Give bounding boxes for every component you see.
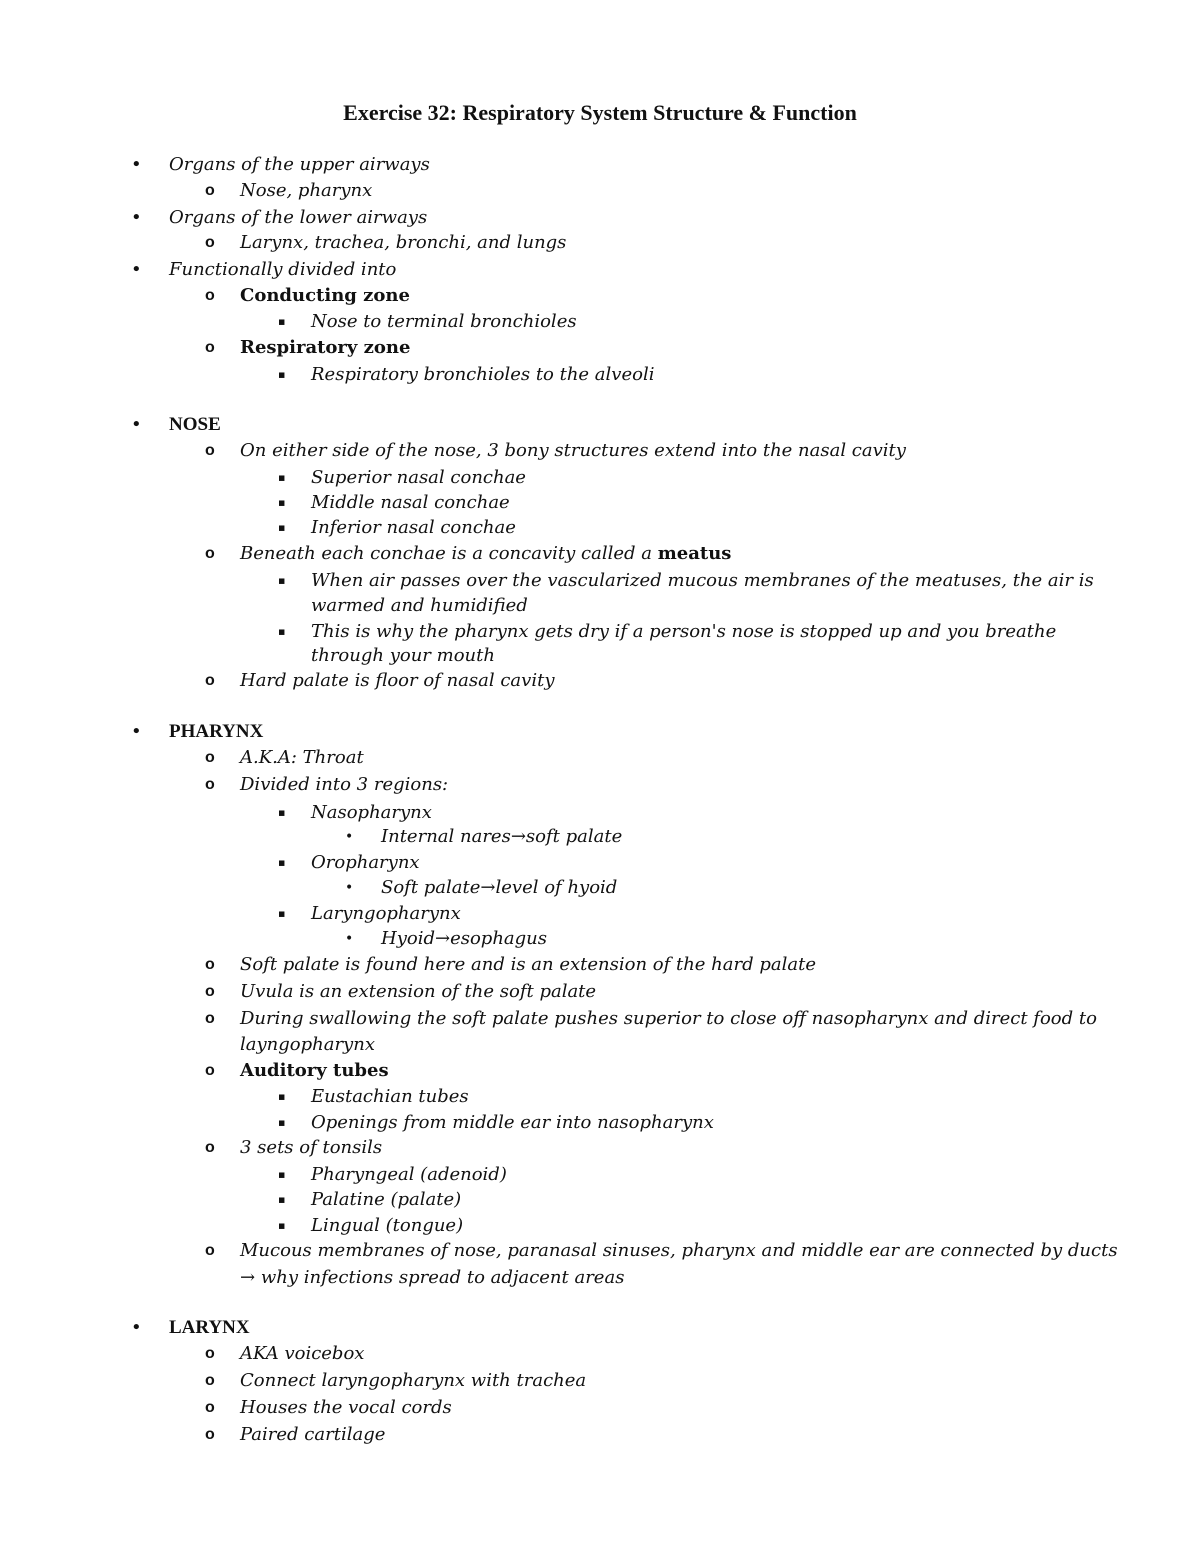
bullet-marker: o — [205, 442, 215, 459]
bullet-marker: o — [205, 1139, 215, 1156]
list-item: Pharyngeal (adenoid) — [311, 1164, 507, 1185]
list-item: Houses the vocal cords — [240, 1397, 452, 1418]
bullet-marker: o — [205, 1062, 215, 1079]
bullet-marker: ▪ — [278, 625, 286, 638]
bullet-marker: o — [205, 1242, 215, 1259]
bullet-marker: ▪ — [278, 1168, 286, 1181]
list-item: Hard palate is floor of nasal cavity — [240, 670, 555, 691]
list-item: AKA voicebox — [240, 1343, 365, 1364]
list-item-continuation: warmed and humidified — [311, 595, 528, 616]
list-item: Nasopharynx — [311, 802, 432, 823]
bullet-marker: • — [345, 829, 354, 845]
bullet-marker: o — [205, 545, 215, 562]
section-heading: PHARYNX — [169, 721, 264, 742]
bullet-marker: • — [131, 721, 142, 742]
bullet-marker: ▪ — [278, 368, 286, 381]
list-item: Auditory tubes — [240, 1060, 389, 1081]
list-item: Openings from middle ear into nasopharynx — [311, 1112, 714, 1133]
list-item: Laryngopharynx — [311, 903, 461, 924]
list-item: Lingual (tongue) — [311, 1215, 464, 1236]
bullet-marker: o — [205, 1399, 215, 1416]
bullet-marker: o — [205, 983, 215, 1000]
bullet-marker: ▪ — [278, 907, 286, 920]
list-item — [381, 927, 547, 951]
bullet-marker: • — [345, 880, 354, 896]
bullet-marker: o — [205, 776, 215, 793]
bullet-marker: • — [131, 1317, 142, 1338]
section-heading: LARYNX — [169, 1317, 250, 1338]
region-end: soft palate — [525, 826, 623, 847]
bullet-marker: o — [205, 182, 215, 199]
list-item: Middle nasal conchae — [311, 492, 510, 513]
list-item: Nose, pharynx — [240, 180, 373, 201]
list-item — [381, 825, 622, 849]
list-item: Respiratory zone — [240, 337, 411, 358]
region-start: Internal nares — [381, 826, 511, 847]
bullet-marker: o — [205, 1010, 215, 1027]
list-item: Paired cartilage — [240, 1424, 386, 1445]
section-heading: NOSE — [169, 414, 221, 435]
list-item-continuation — [240, 1266, 624, 1290]
list-item — [240, 542, 731, 566]
bullet-marker: • — [345, 931, 354, 947]
bullet-marker: ▪ — [278, 856, 286, 869]
bullet-marker: • — [131, 154, 142, 175]
list-item: 3 sets of tonsils — [240, 1137, 383, 1158]
list-item: Uvula is an extension of the soft palate — [240, 981, 597, 1002]
bullet-marker: o — [205, 339, 215, 356]
bullet-marker: ▪ — [278, 806, 286, 819]
region-end: level of hyoid — [495, 877, 618, 898]
page-title: Exercise 32: Respiratory System Structure & Function — [343, 100, 857, 125]
region-start: Hyoid — [381, 928, 435, 949]
bullet-marker: ▪ — [278, 1090, 286, 1103]
list-item: Soft palate is found here and is an extension of the hard palate — [240, 954, 816, 975]
list-item-continuation: layngopharynx — [240, 1034, 375, 1055]
list-item: During swallowing the soft palate pushes superior to close off nasopharynx and direct food to — [240, 1008, 1097, 1029]
bullet-marker: ▪ — [278, 521, 286, 534]
region-start: Soft palate — [381, 877, 481, 898]
bullet-marker: o — [205, 1345, 215, 1362]
bullet-marker: ▪ — [278, 1116, 286, 1129]
bullet-marker: o — [205, 672, 215, 689]
list-item: Respiratory bronchioles to the alveoli — [311, 364, 655, 385]
list-item: Eustachian tubes — [311, 1086, 469, 1107]
list-item: This is why the pharynx gets dry if a person's nose is stopped up and you breathe — [311, 621, 1057, 642]
list-item: A.K.A: Throat — [240, 747, 364, 768]
list-item: Organs of the upper airways — [169, 154, 430, 175]
bullet-marker: ▪ — [278, 574, 286, 587]
list-item: Larynx, trachea, bronchi, and lungs — [240, 232, 567, 253]
bullet-marker: o — [205, 749, 215, 766]
bullet-marker: • — [131, 207, 142, 228]
list-item: Oropharynx — [311, 852, 420, 873]
arrow-icon: → — [510, 826, 526, 847]
meatus-term: meatus — [657, 543, 732, 564]
bullet-marker: • — [131, 414, 142, 435]
bullet-marker: o — [205, 1426, 215, 1443]
list-item: Conducting zone — [240, 285, 410, 306]
bullet-marker: ▪ — [278, 1193, 286, 1206]
list-item: Inferior nasal conchae — [311, 517, 516, 538]
arrow-icon: → — [480, 877, 496, 898]
arrow-icon: → — [434, 928, 451, 949]
continuation-text: why infections spread to adjacent areas — [260, 1267, 625, 1288]
bullet-marker: ▪ — [278, 471, 286, 484]
bullet-marker: o — [205, 234, 215, 251]
list-item: Superior nasal conchae — [311, 467, 526, 488]
list-item: Nose to terminal bronchioles — [311, 311, 577, 332]
list-item: Palatine (palate) — [311, 1189, 462, 1210]
bullet-marker: o — [205, 287, 215, 304]
list-item: Organs of the lower airways — [169, 207, 428, 228]
list-item: Divided into 3 regions: — [240, 774, 449, 795]
bullet-marker: o — [205, 1372, 215, 1389]
list-item: Connect laryngopharynx with trachea — [240, 1370, 587, 1391]
bullet-marker: ▪ — [278, 496, 286, 509]
region-end: esophagus — [450, 928, 548, 949]
bullet-marker: o — [205, 956, 215, 973]
list-item: Mucous membranes of nose, paranasal sinuses, pharynx and middle ear are connected by ducts — [240, 1240, 1118, 1261]
meatus-text: Beneath each conchae is a concavity called a — [240, 543, 652, 564]
list-item-continuation: through your mouth — [311, 645, 495, 666]
arrow-icon: → — [240, 1267, 256, 1288]
list-item: Functionally divided into — [169, 259, 397, 280]
bullet-marker: ▪ — [278, 315, 286, 328]
list-item: When air passes over the vascularized mucous membranes of the meatuses, the air is — [311, 570, 1094, 591]
list-item: On either side of the nose, 3 bony structures extend into the nasal cavity — [240, 440, 906, 461]
list-item — [381, 876, 617, 900]
bullet-marker: ▪ — [278, 1219, 286, 1232]
bullet-marker: • — [131, 259, 142, 280]
